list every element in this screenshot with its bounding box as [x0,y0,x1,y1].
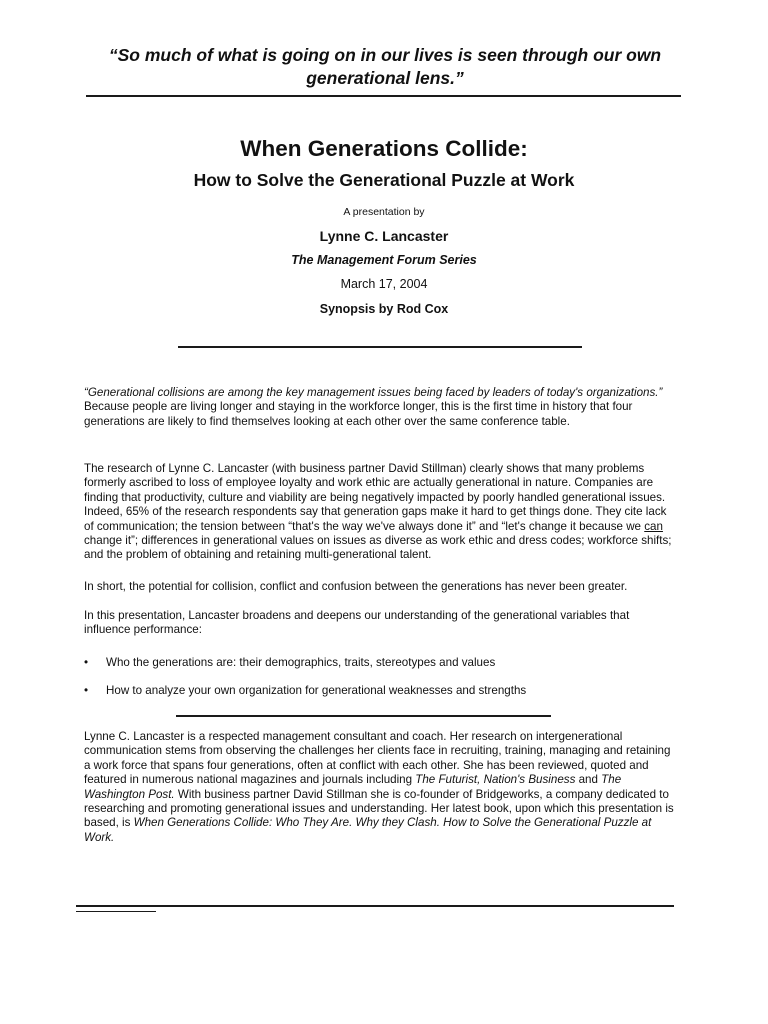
synopsis-credit: Synopsis by Rod Cox [319,302,449,316]
research-text-1: The research of Lynne C. Lancaster (with business partner David Stillman) clearly shows that many problems formerly ascribed to loss of employee loyalty and work ethic are actually generational in nature. Companies are finding that productivity, culture and viability are being negatively impacted by poorly handled generational issues. Indeed, 65% of the research respondents say that generation gaps make it hard to get things done. They cite lack of communication; the tension between “that's the way we've always done it” and “let's change it because we [84,462,667,533]
paragraph-bio [84,730,674,845]
presenter-name: Lynne C. Lancaster [319,228,449,244]
bullet-dot: • [84,656,89,669]
bio-text-3: With business partner David Stillman she is co-founder of Bridgeworks, a company dedicated to researching and promoting generational issues and understanding. Her latest book, upon which this presentation is based, is [84,787,674,830]
body-divider [176,715,551,717]
footer-rule-short [76,911,156,912]
paragraph-research [84,462,674,563]
research-can: can [644,519,663,533]
document-title: When Generations Collide: [240,136,528,161]
presentation-date: March 17, 2004 [340,277,428,291]
bullet-text: How to analyze your own organization for generational weaknesses and strengths [106,684,527,697]
bio-publications: The Futurist, Nation's Business [415,773,576,787]
document-subtitle: How to Solve the Generational Puzzle at Work [193,170,575,190]
research-text-2: change it”; differences in generational values on issues as diverse as work ethic and dress codes; workforce shifts; and the problem of obtaining and retaining multi-generational talent. [84,534,672,562]
header-rule [86,95,681,97]
intro-quote: “Generational collisions are among the key management issues being faced by leaders of today's organizations.” [84,386,663,399]
title-divider [178,346,582,348]
footer-rule [76,905,674,907]
header-quote [90,44,680,90]
series-name: The Management Forum Series [291,253,477,267]
quote-line-1: “So much of what is going on in our lives is seen through our own [108,45,662,65]
bullet-text: Who the generations are: their demographics, traits, stereotypes and values [106,656,496,669]
paragraph-intro [84,386,674,429]
presentation-by-label: A presentation by [343,206,425,218]
bio-washington-post: The Washington Post. [84,773,622,801]
bio-book-title: When Generations Collide: Who They Are. Why they Clash. How to Solve the Generational Puzzle at Work. [84,816,652,844]
bio-text-1: Lynne C. Lancaster is a respected management consultant and coach. Her research on intergenerational communication stems from observing the challenges her clients face in recruiting, training, managing and retaining a work force that spans four generations, often at conflict with each other. She has been reviewed, quoted and featured in numerous national magazines and journals including [84,730,671,787]
paragraph-summary: In short, the potential for collision, conflict and confusion between the generations has never been greater. [84,580,628,593]
bullet-dot: • [84,684,89,697]
paragraph-presentation: In this presentation, Lancaster broadens and deepens our understanding of the generational variables that influence performance: [84,609,630,637]
bio-text-2: and [575,773,602,787]
intro-text: Because people are living longer and staying in the workforce longer, this is the first time in history that four generations are likely to find themselves looking at each other over the same conference table. [84,400,633,428]
quote-line-2: generational lens.” [306,68,464,88]
